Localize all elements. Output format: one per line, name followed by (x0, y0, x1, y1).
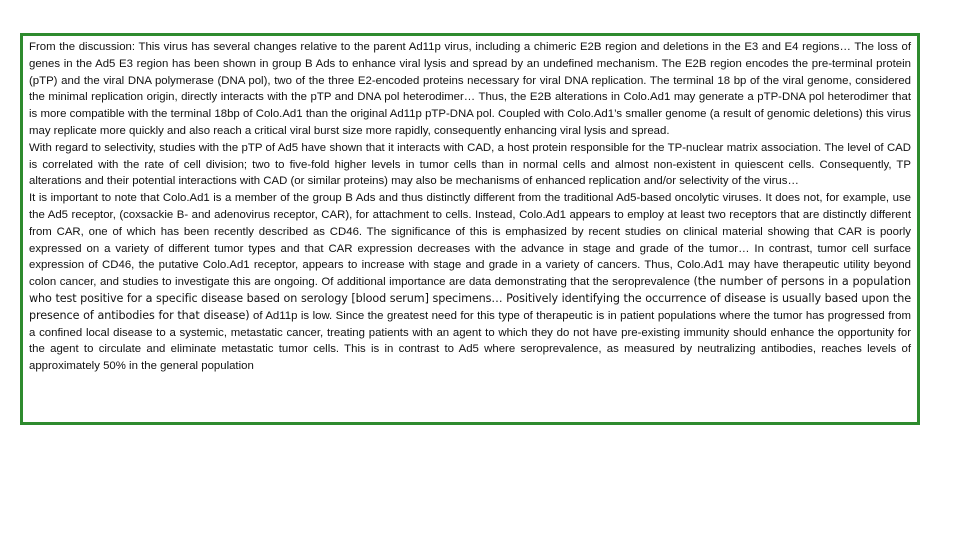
paragraph-receptors-text-before: It is important to note that Colo.Ad1 is a member of the group B Ads and thus distinctly different from the traditional Ad5-based oncolytic viruses. It does not, for example, use the Ad5 receptor, (coxsackie B- and adenovirus receptor, CAR), for attachment to cells. Instead, Colo.Ad1 appears to employ at least two receptors that are distinctly different from CAR, one of which has been recently described as CD46. The significance of this is emphasized by recent studies on clinical material showing that CAR is poorly expressed on a variety of different tumor types and that CAR expression decreases with the advance in stage and grade of the tumor… In contrast, tumor cell surface expression of CD46, the putative Colo.Ad1 receptor, appears to increase with stage and grade in a variety of cancers. Thus, Colo.Ad1 may have therapeutic utility beyond colon cancer, and studies to investigate this are ongoing. Of additional importance are data demonstrating that the seroprevalence (29, 192, 911, 289)
seroprevalence-definition: (the number of persons in a population who test positive for a specific disease based on serology [blood serum] specimens… Positively identifying the occurrence of disease is usually based upon the presence of antibodies for that disease) (29, 275, 911, 322)
paragraph-selectivity: With regard to selectivity, studies with the pTP of Ad5 have shown that it interacts with CAD, a host protein responsible for the TP-nuclear matrix association. The level of CAD is correlated with the rate of cell division; two to five-fold higher levels in tumor cells than in normal cells and almost non-existent in quiescent cells. Consequently, TP alterations and their potential interactions with CAD (or similar proteins) may also be mechanisms of enhanced replication and/or selectivity of the virus… (29, 141, 911, 188)
paragraph-receptors (29, 190, 911, 375)
paragraph-discussion: From the discussion: This virus has several changes relative to the parent Ad11p virus, including a chimeric E2B region and deletions in the E3 and E4 regions… The loss of genes in the Ad5 E3 region has been shown in group B Ads to enhance viral lysis and spread by an undefined mechanism. The E2B region encodes the pre-terminal protein (pTP) and the viral DNA polymerase (DNA pol), two of the three E2-encoded proteins necessary for viral DNA replication. The terminal 18 bp of the viral genome, considered the minimal replication origin, directly interacts with the pTP and DNA pol heterodimer… Thus, the E2B alterations in Colo.Ad1 may generate a pTP-DNA pol heterodimer that is more compatible with the terminal 18bp of Colo.Ad1 than the original Ad11p pTP-DNA pol. Coupled with Colo.Ad1’s smaller genome (a result of genomic deletions) this virus may replicate more quickly and also reach a critical viral burst size more rapidly, consequently enhancing viral lysis and spread. (29, 41, 911, 137)
paragraph-receptors-text-after: of Ad11p is low. Since the greatest need for this type of therapeutic is in patient populations where the tumor has progressed from a confined local disease to a systemic, metastatic cancer, treating patients with an agent to which they do not have pre-existing immunity should enhance the opportunity for the agent to circulate and eliminate metastatic tumor cells. This is in contrast to Ad5 where seroprevalence, as measured by neutralizing antibodies, reaches levels of approximately 50% in the general population (29, 309, 911, 373)
text-box (20, 33, 920, 425)
